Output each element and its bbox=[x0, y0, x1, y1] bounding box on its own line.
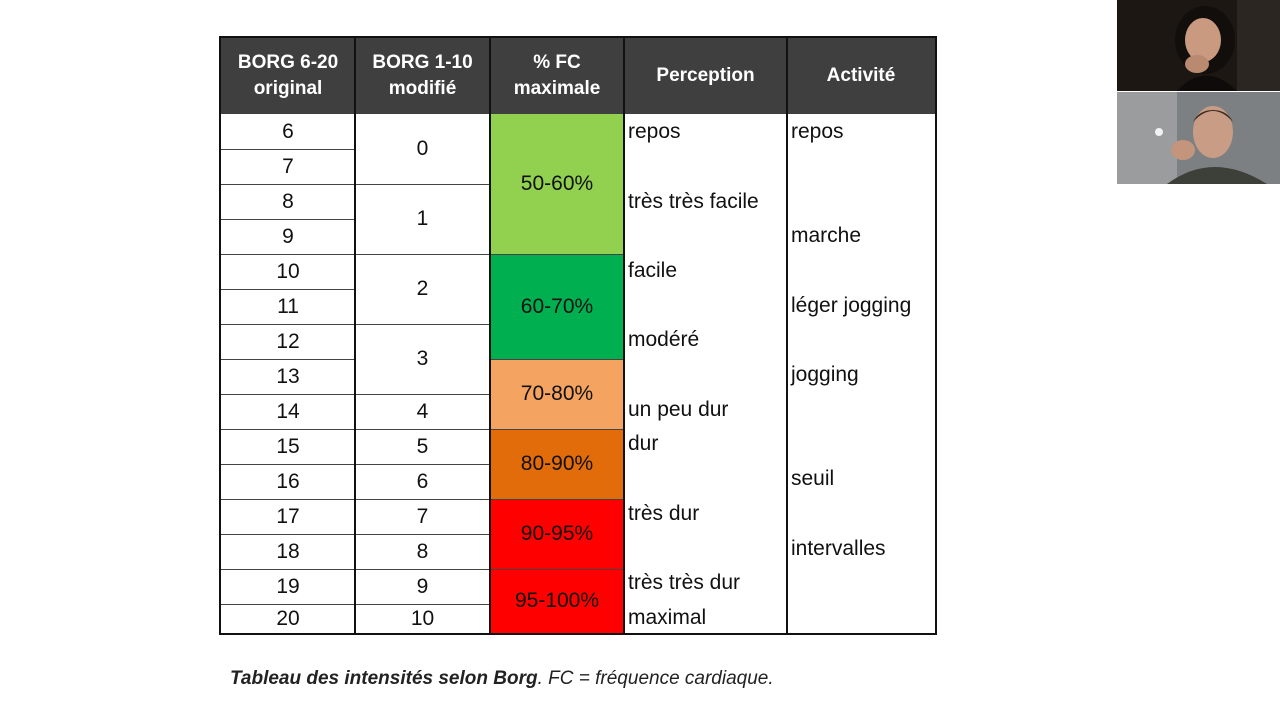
row-divider bbox=[356, 604, 489, 605]
borg-modifie-cell: 9 bbox=[416, 574, 429, 598]
header-line: % FC bbox=[533, 52, 581, 74]
borg-original-cell: 13 bbox=[276, 364, 300, 388]
perception-text: facile bbox=[628, 259, 678, 282]
header-perception bbox=[624, 38, 787, 114]
perception-text: maximal bbox=[628, 606, 707, 629]
perception-text: modéré bbox=[628, 328, 700, 351]
borg-original-cell: 14 bbox=[276, 399, 300, 423]
row-divider bbox=[356, 534, 489, 535]
row-divider bbox=[356, 429, 489, 430]
fc-range-cell: 70-80% bbox=[490, 359, 624, 429]
row-divider bbox=[221, 464, 354, 465]
row-divider bbox=[221, 254, 354, 255]
activite-text: seuil bbox=[791, 467, 835, 490]
fc-range-cell: 50-60% bbox=[490, 114, 624, 254]
column-divider bbox=[354, 38, 356, 633]
borg-original-cell: 18 bbox=[276, 539, 300, 563]
header-line: BORG 6-20 bbox=[237, 52, 339, 74]
activite-text: marche bbox=[791, 224, 862, 247]
header-line: Activité bbox=[826, 65, 896, 87]
borg-modifie-cell: 7 bbox=[416, 504, 429, 528]
fc-range-cell: 95-100% bbox=[490, 569, 624, 633]
row-divider bbox=[221, 324, 354, 325]
caption-title: Tableau des intensités selon Borg bbox=[230, 668, 538, 689]
row-divider bbox=[356, 464, 489, 465]
borg-table bbox=[219, 36, 937, 635]
borg-original-cell: 6 bbox=[282, 119, 294, 143]
header-borg-modifie bbox=[355, 38, 490, 114]
row-divider bbox=[221, 429, 354, 430]
row-divider bbox=[491, 569, 623, 570]
header-line: maximale bbox=[513, 78, 601, 99]
header-fc-maximale bbox=[490, 38, 624, 114]
participant-video-1[interactable] bbox=[1117, 0, 1280, 91]
activite-text: léger jogging bbox=[791, 294, 912, 317]
row-divider bbox=[491, 254, 623, 255]
column-divider bbox=[489, 38, 491, 633]
fc-range-cell: 60-70% bbox=[490, 254, 624, 359]
header-line: BORG 1-10 bbox=[372, 52, 473, 74]
borg-original-cell: 20 bbox=[276, 606, 300, 630]
row-divider bbox=[356, 499, 489, 500]
row-divider bbox=[356, 569, 489, 570]
row-divider bbox=[356, 394, 489, 395]
borg-original-cell: 7 bbox=[282, 154, 294, 178]
perception-text: dur bbox=[628, 432, 659, 455]
row-divider bbox=[221, 394, 354, 395]
caption-text: . FC = fréquence cardiaque. bbox=[537, 668, 774, 689]
header-line: Perception bbox=[656, 65, 755, 87]
row-divider bbox=[221, 569, 354, 570]
row-divider bbox=[221, 604, 354, 605]
borg-modifie-cell: 3 bbox=[416, 347, 429, 370]
row-divider bbox=[221, 219, 354, 220]
row-divider bbox=[221, 534, 354, 535]
borg-original-cell: 12 bbox=[276, 329, 300, 353]
row-divider bbox=[491, 499, 623, 500]
column-divider bbox=[623, 38, 625, 633]
row-divider bbox=[221, 499, 354, 500]
borg-modifie-cell: 2 bbox=[416, 277, 429, 300]
borg-modifie-cell: 1 bbox=[416, 207, 429, 230]
row-divider bbox=[221, 149, 354, 150]
row-divider bbox=[491, 429, 623, 430]
perception-text: très très dur bbox=[628, 571, 741, 594]
header-line: original bbox=[253, 78, 323, 99]
participant-2-image bbox=[1117, 92, 1280, 184]
perception-text: très dur bbox=[628, 502, 700, 525]
perception-text: très très facile bbox=[628, 190, 759, 213]
fc-range-cell: 90-95% bbox=[490, 499, 624, 569]
row-divider bbox=[221, 184, 354, 185]
column-divider bbox=[786, 38, 788, 633]
borg-modifie-cell: 0 bbox=[416, 137, 429, 160]
activite-text: intervalles bbox=[791, 537, 886, 560]
table-caption bbox=[230, 668, 774, 690]
borg-original-cell: 10 bbox=[276, 259, 300, 283]
row-divider bbox=[221, 289, 354, 290]
row-divider bbox=[356, 184, 489, 185]
borg-original-cell: 9 bbox=[282, 224, 294, 248]
perception-text: un peu dur bbox=[628, 398, 729, 421]
activite-text: repos bbox=[791, 120, 844, 143]
row-divider bbox=[356, 254, 489, 255]
borg-original-cell: 15 bbox=[276, 434, 300, 458]
borg-original-cell: 8 bbox=[282, 189, 294, 213]
row-divider bbox=[491, 359, 623, 360]
borg-original-cell: 11 bbox=[277, 294, 299, 318]
perception-text: repos bbox=[628, 120, 681, 143]
participant-1-image bbox=[1117, 0, 1280, 91]
borg-original-cell: 19 bbox=[276, 574, 300, 598]
borg-modifie-cell: 5 bbox=[416, 434, 429, 458]
activite-text: jogging bbox=[791, 363, 859, 386]
borg-original-cell: 17 bbox=[276, 504, 300, 528]
header-activite bbox=[787, 38, 935, 114]
borg-modifie-cell: 6 bbox=[416, 469, 429, 493]
header-line: modifié bbox=[388, 78, 457, 99]
borg-modifie-cell: 10 bbox=[410, 606, 435, 630]
borg-original-cell: 16 bbox=[276, 469, 300, 493]
header-borg-original bbox=[221, 38, 355, 114]
row-divider bbox=[356, 324, 489, 325]
borg-modifie-cell: 8 bbox=[416, 539, 429, 563]
participant-video-2[interactable] bbox=[1117, 92, 1280, 184]
fc-range-cell: 80-90% bbox=[490, 429, 624, 499]
borg-modifie-cell: 4 bbox=[416, 399, 429, 423]
row-divider bbox=[221, 359, 354, 360]
